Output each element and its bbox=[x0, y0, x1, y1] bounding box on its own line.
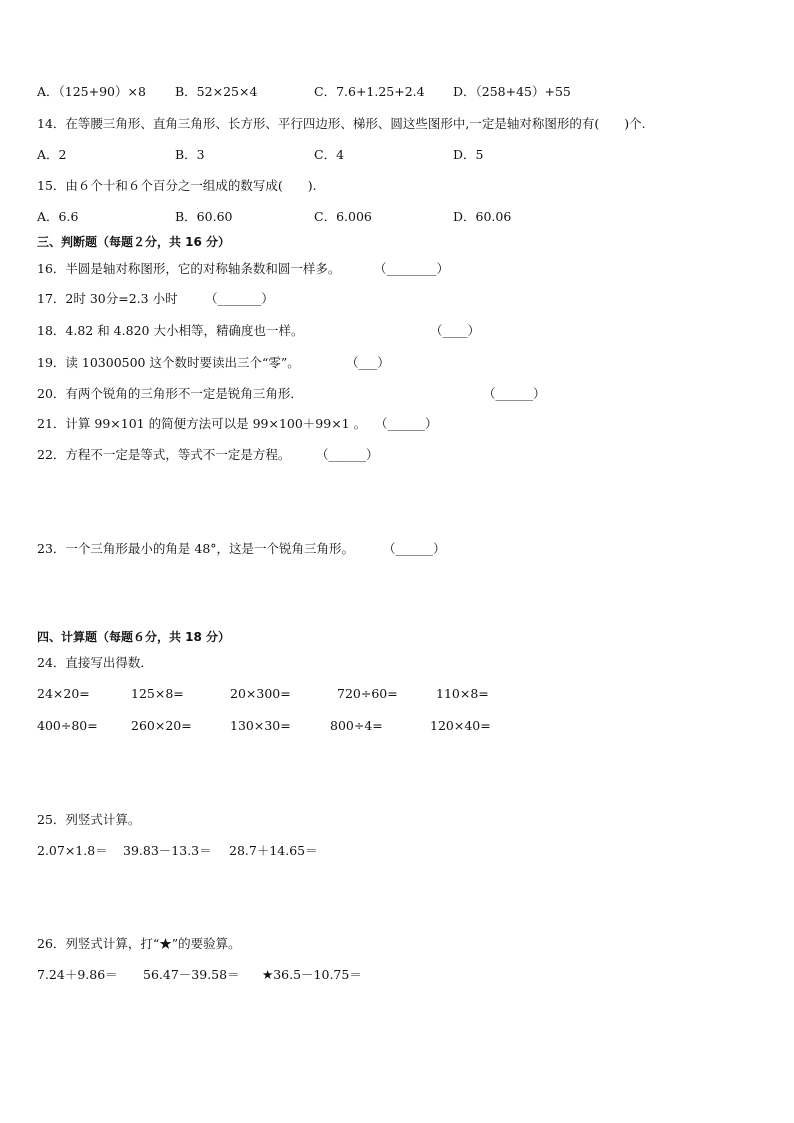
calc-item: 130×30= bbox=[230, 718, 291, 733]
calc-item: 24×20= bbox=[37, 686, 90, 701]
q13-option-b: B．52×25×4 bbox=[175, 84, 258, 99]
calc-item: 125×8= bbox=[131, 686, 184, 701]
q25-stem: 25．列竖式计算。 bbox=[37, 812, 141, 827]
calc-item: 28.7＋14.65＝ bbox=[229, 843, 318, 858]
answer-blank[interactable]: （______） bbox=[375, 416, 438, 431]
section3-heading: 三、判断题（每题２分，共 16 分） bbox=[37, 235, 231, 249]
q26-stem: 26．列竖式计算，打“★”的要验算。 bbox=[37, 936, 241, 951]
q24-stem: 24．直接写出得数． bbox=[37, 655, 153, 670]
q14-option-c: C．4 bbox=[314, 147, 345, 162]
answer-blank[interactable]: （_______） bbox=[205, 291, 274, 306]
judgement-text: 20．有两个锐角的三角形不一定是锐角三角形． bbox=[37, 386, 303, 401]
calc-item: 110×8= bbox=[436, 686, 489, 701]
answer-blank[interactable]: （______） bbox=[316, 447, 379, 462]
calc-item: 20×300= bbox=[230, 686, 291, 701]
q15-stem: 15．由６个十和６个百分之一组成的数写成( ). bbox=[37, 178, 317, 193]
calc-item: 720÷60= bbox=[337, 686, 398, 701]
q13-option-a: A．（125+90）×8 bbox=[37, 84, 146, 99]
judgement-text: 18．4.82 和 4.820 大小相等，精确度也一样。 bbox=[37, 323, 304, 338]
judgement-text: 21．计算 99×101 的简便方法可以是 99×100＋99×1 。 bbox=[37, 416, 367, 431]
q15-option-b: B．60.60 bbox=[175, 209, 233, 224]
judgement-text: 17．2时 30分=2.3 小时 bbox=[37, 291, 178, 306]
q14-stem: 14．在等腰三角形、直角三角形、长方形、平行四边形、梯形、圆这些图形中,一定是轴对称图形的有( )个. bbox=[37, 116, 646, 131]
calc-item: 7.24＋9.86＝ bbox=[37, 967, 118, 982]
section4-heading: 四、计算题（每题６分，共 18 分） bbox=[37, 630, 231, 644]
q15-option-c: C．6.006 bbox=[314, 209, 372, 224]
q13-option-d: D．（258+45）+55 bbox=[453, 84, 571, 99]
calc-item: 56.47－39.58＝ bbox=[143, 967, 240, 982]
q14-option-a: A．2 bbox=[37, 147, 67, 162]
q14-option-b: B．3 bbox=[175, 147, 205, 162]
calc-item: ★36.5－10.75＝ bbox=[262, 967, 362, 982]
calc-item: 260×20= bbox=[131, 718, 192, 733]
answer-blank[interactable]: （___） bbox=[346, 355, 390, 370]
judgement-text: 19．读 10300500 这个数时要读出三个“零”。 bbox=[37, 355, 300, 370]
calc-item: 120×40= bbox=[430, 718, 491, 733]
q13-option-c: C．7.6+1.25+2.4 bbox=[314, 84, 425, 99]
judgement-text: 16．半圆是轴对称图形，它的对称轴条数和圆一样多。 bbox=[37, 261, 341, 276]
answer-blank[interactable]: （________） bbox=[374, 261, 450, 276]
answer-blank[interactable]: （______） bbox=[483, 386, 546, 401]
answer-blank[interactable]: （____） bbox=[430, 323, 481, 338]
q14-option-d: D．5 bbox=[453, 147, 484, 162]
judgement-text: 23．一个三角形最小的角是 48°，这是一个锐角三角形。 bbox=[37, 541, 355, 556]
q15-option-a: A．6.6 bbox=[37, 209, 79, 224]
calc-item: 2.07×1.8＝ bbox=[37, 843, 108, 858]
answer-blank[interactable]: （______） bbox=[383, 541, 446, 556]
calc-item: 400÷80= bbox=[37, 718, 98, 733]
calc-item: 800÷4= bbox=[330, 718, 383, 733]
q15-option-d: D．60.06 bbox=[453, 209, 512, 224]
calc-item: 39.83－13.3＝ bbox=[123, 843, 212, 858]
judgement-text: 22．方程不一定是等式，等式不一定是方程。 bbox=[37, 447, 291, 462]
